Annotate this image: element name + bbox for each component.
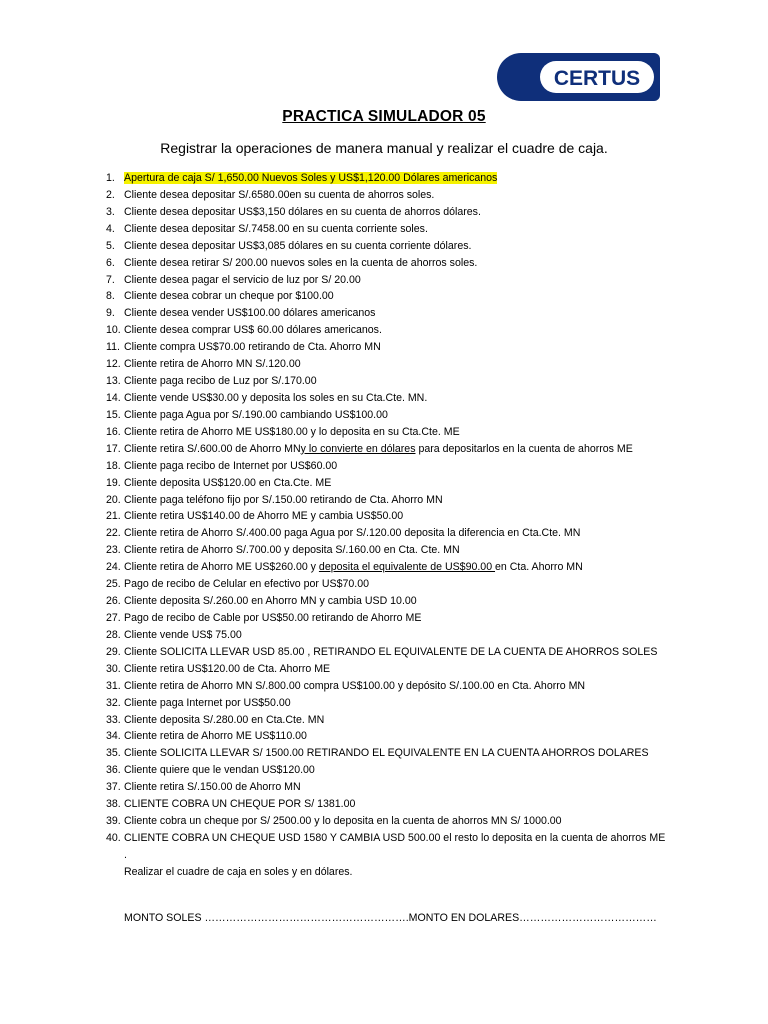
item-text: Cliente compra US$70.00 retirando de Cta. Ahorro MN bbox=[124, 341, 381, 354]
item-text: Cliente retira de Ahorro S/.400.00 paga Agua por S/.120.00 deposita la diferencia en Cta.Cte. MN bbox=[124, 527, 581, 540]
item-number: 11. bbox=[106, 341, 120, 354]
item-text: Cliente cobra un cheque por S/ 2500.00 y lo deposita en la cuenta de ahorros MN S/ 1000.00 bbox=[124, 815, 562, 828]
list-item bbox=[106, 238, 666, 255]
item-number: 2. bbox=[106, 188, 115, 201]
item-text: Cliente paga teléfono fijo por S/.150.00 retirando de Cta. Ahorro MN bbox=[124, 493, 443, 506]
item-number: 15. bbox=[106, 408, 121, 421]
item-number: 37. bbox=[106, 781, 121, 794]
item-text-part: en Cta. Ahorro MN bbox=[495, 561, 583, 574]
item-text: Cliente SOLICITA LLEVAR USD 85.00 , RETIRANDO EL EQUIVALENTE DE LA CUENTA DE AHORROS SOLES bbox=[124, 645, 658, 658]
item-number: 33. bbox=[106, 713, 121, 726]
item-number: 38. bbox=[106, 798, 121, 811]
list-item bbox=[106, 492, 666, 509]
item-text: Pago de recibo de Celular en efectivo por US$70.00 bbox=[124, 578, 369, 591]
item-text: Cliente desea comprar US$ 60.00 dólares americanos. bbox=[124, 324, 382, 337]
list-item bbox=[106, 424, 666, 441]
item-number: 30. bbox=[106, 662, 121, 675]
item-number: 31. bbox=[106, 679, 121, 692]
item-text: Pago de recibo de Cable por US$50.00 retirando de Ahorro ME bbox=[124, 611, 422, 624]
list-item bbox=[106, 525, 666, 542]
item-text: Cliente quiere que le vendan US$120.00 bbox=[124, 764, 315, 777]
item-text: Cliente retira US$140.00 de Ahorro ME y cambia US$50.00 bbox=[124, 510, 404, 523]
item-number: 13. bbox=[106, 375, 121, 388]
list-item bbox=[106, 339, 666, 356]
item-number: 25. bbox=[106, 578, 121, 591]
list-item bbox=[106, 542, 666, 559]
exercise-list bbox=[106, 170, 666, 864]
item-text-part: para depositarlos en la cuenta de ahorros ME bbox=[415, 442, 633, 455]
item-text: Cliente deposita US$120.00 en Cta.Cte. ME bbox=[124, 476, 332, 489]
item-text: Cliente retira S/.150.00 de Ahorro MN bbox=[124, 781, 301, 794]
item-number: 19. bbox=[106, 476, 121, 489]
item-text-underlined: deposita el equivalente de US$90.00 bbox=[318, 561, 496, 574]
logo-text: CERTUS bbox=[553, 67, 641, 90]
item-number: 7. bbox=[106, 273, 115, 286]
list-item bbox=[106, 779, 666, 796]
item-text: Cliente retira de Ahorro ME US$110.00 bbox=[124, 730, 307, 743]
item-number: 12. bbox=[106, 358, 121, 371]
item-number: 22. bbox=[106, 527, 121, 540]
item-text: Cliente desea pagar el servicio de luz por S/ 20.00 bbox=[124, 273, 361, 286]
item-number: 28. bbox=[106, 628, 121, 641]
item-text: Cliente retira US$120.00 de Cta. Ahorro ME bbox=[124, 662, 331, 675]
list-item bbox=[106, 728, 666, 745]
item-number: 9. bbox=[106, 307, 115, 320]
list-item bbox=[106, 221, 666, 238]
item-number: 4. bbox=[106, 222, 115, 235]
item-text: Cliente desea retirar S/ 200.00 nuevos soles en la cuenta de ahorros soles. bbox=[124, 256, 478, 269]
totals-line: MONTO SOLES ………………………………………………….MONTO EN DOLARES………………………………… bbox=[124, 912, 657, 924]
item-text: Cliente desea depositar US$3,085 dólares en su cuenta corriente dólares. bbox=[124, 239, 472, 252]
page-title: PRACTICA SIMULADOR 05 bbox=[282, 108, 486, 125]
list-item bbox=[106, 407, 666, 424]
item-number: 24. bbox=[106, 561, 121, 574]
list-item bbox=[106, 475, 666, 492]
item-text: Cliente vende US$30.00 y deposita los soles en su Cta.Cte. MN. bbox=[124, 391, 428, 404]
item-text: Cliente desea vender US$100.00 dólares americanos bbox=[124, 307, 376, 320]
item-text: Cliente vende US$ 75.00 bbox=[124, 628, 242, 641]
item-text: Cliente paga recibo de Luz por S/.170.00 bbox=[124, 375, 317, 388]
list-item bbox=[106, 288, 666, 305]
list-item bbox=[106, 610, 666, 627]
item-text: CLIENTE COBRA UN CHEQUE USD 1580 Y CAMBIA USD 500.00 el resto lo deposita en la cuenta de ahorros ME . bbox=[124, 831, 666, 861]
item-text: Cliente desea cobrar un cheque por $100.00 bbox=[124, 290, 334, 303]
list-item bbox=[106, 458, 666, 475]
list-item bbox=[106, 305, 666, 322]
item-number: 39. bbox=[106, 815, 121, 828]
item-text: Cliente retira de Ahorro MN S/.800.00 compra US$100.00 y depósito S/.100.00 en Cta. Ahorro MN bbox=[124, 679, 586, 692]
list-item bbox=[106, 712, 666, 729]
item-text: Cliente retira de Ahorro MN S/.120.00 bbox=[124, 358, 301, 371]
item-number: 36. bbox=[106, 764, 121, 777]
list-item bbox=[106, 745, 666, 762]
item-text-part: Cliente retira de Ahorro ME US$260.00 y bbox=[124, 561, 319, 574]
item-number: 20. bbox=[106, 493, 121, 506]
list-item bbox=[106, 322, 666, 339]
item-text: Cliente retira de Ahorro S/.700.00 y deposita S/.160.00 en Cta. Cte. MN bbox=[124, 544, 460, 557]
list-item bbox=[106, 576, 666, 593]
item-number: 18. bbox=[106, 459, 121, 472]
item-text: Cliente desea depositar S/.6580.00en su cuenta de ahorros soles. bbox=[124, 188, 435, 201]
item-text-underlined: y lo convierte en dólares bbox=[300, 442, 416, 455]
list-item bbox=[106, 830, 666, 864]
list-item bbox=[106, 373, 666, 390]
item-text: Cliente paga recibo de Internet por US$60.00 bbox=[124, 459, 338, 472]
list-item bbox=[106, 695, 666, 712]
item-text: Cliente desea depositar US$3,150 dólares en su cuenta de ahorros dólares. bbox=[124, 205, 481, 218]
certus-logo bbox=[496, 52, 660, 102]
item-number: 3. bbox=[106, 205, 115, 218]
list-item bbox=[106, 187, 666, 204]
list-item bbox=[106, 356, 666, 373]
item-number: 40. bbox=[106, 831, 121, 844]
list-item bbox=[106, 644, 666, 661]
list-item bbox=[106, 661, 666, 678]
item-number: 29. bbox=[106, 645, 121, 658]
item-text-part: Cliente retira S/.600.00 de Ahorro MN bbox=[124, 442, 301, 455]
list-item bbox=[106, 593, 666, 610]
item-number: 32. bbox=[106, 696, 121, 709]
list-item bbox=[106, 678, 666, 695]
item-number: 16. bbox=[106, 425, 121, 438]
item-text: Cliente paga Internet por US$50.00 bbox=[124, 696, 291, 709]
list-item bbox=[106, 559, 666, 576]
list-item bbox=[106, 627, 666, 644]
item-text: Cliente retira de Ahorro ME US$180.00 y lo deposita en su Cta.Cte. ME bbox=[124, 425, 460, 438]
list-item bbox=[106, 508, 666, 525]
list-item bbox=[106, 204, 666, 221]
list-item bbox=[106, 390, 666, 407]
item-text: Cliente deposita S/.260.00 en Ahorro MN y cambia USD 10.00 bbox=[124, 595, 417, 608]
list-item bbox=[106, 762, 666, 779]
item-number: 35. bbox=[106, 747, 121, 760]
list-item bbox=[106, 272, 666, 289]
item-number: 1. bbox=[106, 172, 115, 184]
list-item bbox=[106, 796, 666, 813]
final-instruction: Realizar el cuadre de caja en soles y en dólares. bbox=[124, 866, 353, 878]
item-text: Cliente paga Agua por S/.190.00 cambiando US$100.00 bbox=[124, 408, 388, 421]
item-number: 26. bbox=[106, 595, 121, 608]
list-item bbox=[106, 813, 666, 830]
list-item bbox=[106, 255, 666, 272]
item-number: 6. bbox=[106, 256, 115, 269]
item-number: 8. bbox=[106, 290, 115, 303]
item-number: 10. bbox=[106, 324, 121, 337]
item-text: Cliente desea depositar S/.7458.00 en su cuenta corriente soles. bbox=[124, 222, 428, 235]
page-subtitle: Registrar la operaciones de manera manual y realizar el cuadre de caja. bbox=[160, 140, 608, 156]
item-number: 17. bbox=[106, 442, 121, 455]
list-item bbox=[106, 170, 666, 187]
item-text-highlighted: Apertura de caja S/ 1,650.00 Nuevos Soles y US$1,120.00 Dólares americanos bbox=[124, 172, 498, 184]
item-number: 34. bbox=[106, 730, 121, 743]
item-text: Cliente deposita S/.280.00 en Cta.Cte. MN bbox=[124, 713, 325, 726]
item-text: CLIENTE COBRA UN CHEQUE POR S/ 1381.00 bbox=[124, 798, 356, 811]
item-number: 23. bbox=[106, 544, 121, 557]
item-number: 14. bbox=[106, 391, 121, 404]
certus-logo-icon bbox=[496, 52, 660, 102]
list-item bbox=[106, 441, 666, 458]
item-text: Cliente SOLICITA LLEVAR S/ 1500.00 RETIRANDO EL EQUIVALENTE EN LA CUENTA AHORROS DOLARES bbox=[124, 747, 649, 760]
item-number: 21. bbox=[106, 510, 121, 523]
item-number: 27. bbox=[106, 611, 121, 624]
item-number: 5. bbox=[106, 239, 115, 252]
